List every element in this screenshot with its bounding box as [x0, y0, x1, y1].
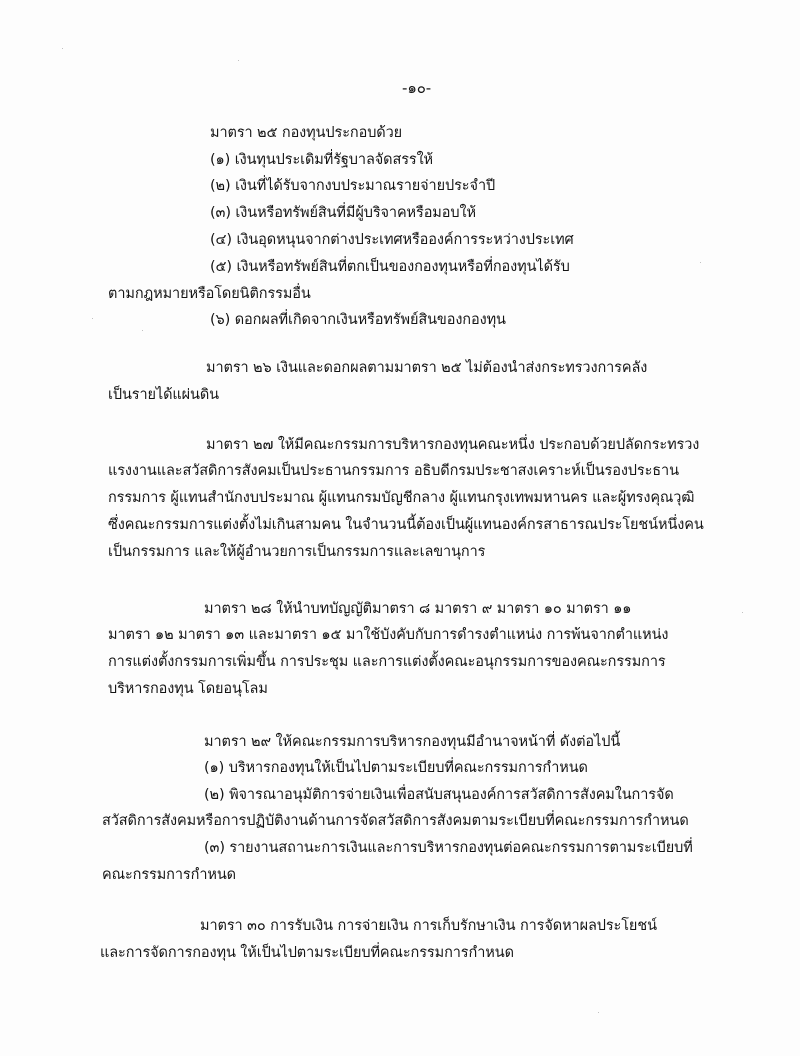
scan-speck — [62, 48, 63, 49]
section-25-item-4: (๔) เงินอุดหนุนจากต่างประเทศหรือองค์การระหว่างประเทศ — [210, 232, 574, 248]
section-29-item-1: (๑) บริหารกองทุนให้เป็นไปตามระเบียบที่คณะกรรมการกำหนด — [204, 760, 588, 776]
section-29-item-2-line-1: (๒) พิจารณาอนุมัติการจ่ายเงินเพื่อสนับสนุนองค์การสวัสดิการสังคมในการจัด — [204, 787, 674, 803]
section-28-line-4: บริหารกองทุน โดยอนุโลม — [108, 681, 268, 697]
section-25-heading: มาตรา ๒๕ กองทุนประกอบด้วย — [210, 125, 403, 141]
section-25-item-2: (๒) เงินที่ได้รับจากงบประมาณรายจ่ายประจำปี — [210, 178, 496, 194]
section-29-item-3-line-2: คณะกรรมการกำหนด — [102, 867, 236, 883]
section-30-line-2: และการจัดการกองทุน ให้เป็นไปตามระเบียบที่คณะกรรมการกำหนด — [100, 945, 514, 961]
section-25-item-5-line-1: (๕) เงินหรือทรัพย์สินที่ตกเป็นของกองทุนหรือที่กองทุนได้รับ — [210, 259, 570, 275]
section-29-item-2-line-2: สวัสดิการสังคมหรือการปฏิบัติงานด้านการจัดสวัสดิการสังคมตามระเบียบที่คณะกรรมการกำหนด — [102, 813, 689, 829]
section-27-line-3: กรรมการ ผู้แทนสำนักงบประมาณ ผู้แทนกรมบัญชีกลาง ผู้แทนกรุงเทพมหานคร และผู้ทรงคุณวุฒิ — [108, 490, 695, 506]
section-27-line-5: เป็นกรรมการ และให้ผู้อำนวยการเป็นกรรมการและเลขานุการ — [108, 544, 486, 560]
scan-speck — [598, 1012, 599, 1013]
scan-speck — [742, 612, 743, 613]
section-28-line-1: มาตรา ๒๘ ให้นำบทบัญญัติมาตรา ๘ มาตรา ๙ มาตรา ๑๐ มาตรา ๑๑ — [204, 601, 632, 617]
section-26-line-2: เป็นรายได้แผ่นดิน — [108, 387, 219, 403]
page-number: -๑๐- — [402, 79, 432, 97]
section-25-item-1: (๑) เงินทุนประเดิมที่รัฐบาลจัดสรรให้ — [210, 152, 434, 168]
scan-speck — [238, 60, 239, 61]
scan-speck — [142, 330, 143, 331]
section-30-line-1: มาตรา ๓๐ การรับเงิน การจ่ายเงิน การเก็บรักษาเงิน การจัดหาผลประโยชน์ — [200, 918, 657, 934]
section-25-item-5-line-2: ตามกฎหมายหรือโดยนิติกรรมอื่น — [108, 286, 311, 302]
section-26-line-1: มาตรา ๒๖ เงินและดอกผลตามมาตรา ๒๕ ไม่ต้องนำส่งกระทรวงการคลัง — [206, 360, 648, 376]
section-29-heading: มาตรา ๒๙ ให้คณะกรรมการบริหารกองทุนมีอำนาจหน้าที่ ดังต่อไปนี้ — [204, 734, 621, 750]
section-27-line-2: แรงงานและสวัสดิการสังคมเป็นประธานกรรมการ อธิบดีกรมประชาสงเคราะห์เป็นรองประธาน — [108, 463, 679, 479]
section-27-line-1: มาตรา ๒๗ ให้มีคณะกรรมการบริหารกองทุนคณะหนึ่ง ประกอบด้วยปลัดกระทรวง — [206, 437, 700, 453]
section-28-line-2: มาตรา ๑๒ มาตรา ๑๓ และมาตรา ๑๕ มาใช้บังคับกับการดำรงตำแหน่ง การพ้นจากตำแหน่ง — [108, 627, 669, 643]
section-25-item-6: (๖) ดอกผลที่เกิดจากเงินหรือทรัพย์สินของกองทุน — [210, 312, 506, 328]
section-25-item-3: (๓) เงินหรือทรัพย์สินที่มีผู้บริจาคหรือมอบให้ — [210, 205, 476, 221]
section-28-line-3: การแต่งตั้งกรรมการเพิ่มขึ้น การประชุม และการแต่งตั้งคณะอนุกรรมการของคณะกรรมการ — [108, 654, 666, 670]
scan-speck — [700, 262, 701, 263]
section-27-line-4: ซึ่งคณะกรรมการแต่งตั้งไม่เกินสามคน ในจำนวนนี้ต้องเป็นผู้แทนองค์กรสาธารณประโยชน์หนึ่งคน — [108, 517, 704, 533]
scan-speck — [92, 318, 93, 319]
section-29-item-3-line-1: (๓) รายงานสถานะการเงินและการบริหารกองทุนต่อคณะกรรมการตามระเบียบที่ — [204, 840, 693, 856]
